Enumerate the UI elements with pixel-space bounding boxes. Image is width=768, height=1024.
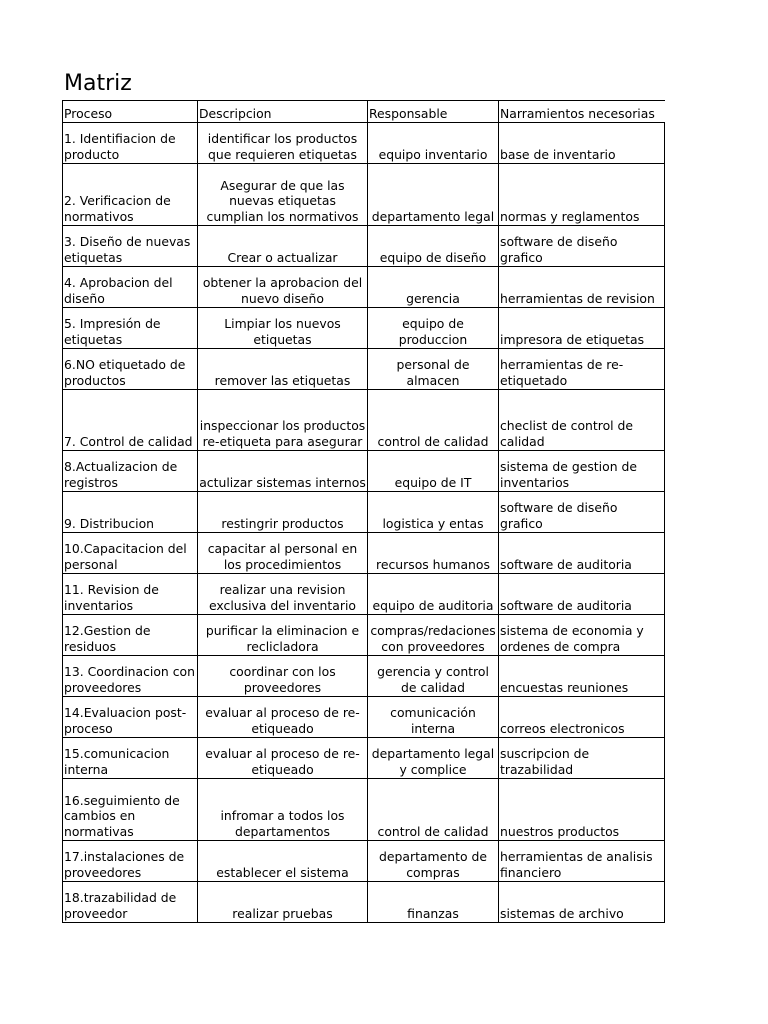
cell-herramientas: checlist de control de calidad xyxy=(499,390,665,451)
cell-responsable: control de calidad xyxy=(368,779,499,841)
cell-herramientas: sistema de gestion de inventarios xyxy=(499,451,665,492)
cell-responsable: compras/redaciones con proveedores xyxy=(368,615,499,656)
cell-responsable: logistica y entas xyxy=(368,492,499,533)
cell-responsable: equipo de IT xyxy=(368,451,499,492)
table-row xyxy=(63,349,665,390)
cell-responsable: gerencia xyxy=(368,267,499,308)
cell-proceso: 10.Capacitacion del personal xyxy=(63,533,198,574)
cell-responsable: gerencia y control de calidad xyxy=(368,656,499,697)
cell-descripcion: remover las etiquetas xyxy=(198,349,368,390)
cell-descripcion: actulizar sistemas internos xyxy=(198,451,368,492)
cell-descripcion: obtener la aprobacion del nuevo diseño xyxy=(198,267,368,308)
cell-proceso: 13. Coordinacion con proveedores xyxy=(63,656,198,697)
cell-proceso: 18.trazabilidad de proveedor xyxy=(63,882,198,923)
cell-herramientas: suscripcion de trazabilidad xyxy=(499,738,665,779)
cell-proceso: 16.seguimiento de cambios en normativas xyxy=(63,779,198,841)
table-row xyxy=(63,656,665,697)
cell-herramientas: software de diseño grafico xyxy=(499,226,665,267)
cell-responsable: departamento legal y complice xyxy=(368,738,499,779)
table-row xyxy=(63,738,665,779)
cell-responsable: comunicación interna xyxy=(368,697,499,738)
table-row xyxy=(63,779,665,841)
table-row xyxy=(63,267,665,308)
cell-herramientas: correos electronicos xyxy=(499,697,665,738)
table-row xyxy=(63,164,665,226)
cell-responsable: equipo de produccion xyxy=(368,308,499,349)
cell-responsable: control de calidad xyxy=(368,390,499,451)
cell-responsable: equipo de auditoria xyxy=(368,574,499,615)
cell-proceso: 2. Verificacion de normativos xyxy=(63,164,198,226)
table-row xyxy=(63,533,665,574)
cell-descripcion: capacitar al personal en los procedimientos xyxy=(198,533,368,574)
cell-proceso: 17.instalaciones de proveedores xyxy=(63,841,198,882)
header-descripcion: Descripcion xyxy=(198,101,368,123)
cell-proceso: 6.NO etiquetado de productos xyxy=(63,349,198,390)
cell-descripcion: realizar una revision exclusiva del inventario xyxy=(198,574,368,615)
cell-herramientas: impresora de etiquetas xyxy=(499,308,665,349)
table-row xyxy=(63,390,665,451)
cell-proceso: 4. Aprobacion del diseño xyxy=(63,267,198,308)
cell-herramientas: herramientas de analisis financiero xyxy=(499,841,665,882)
table-row xyxy=(63,882,665,923)
cell-proceso: 1. Identifiacion de producto xyxy=(63,123,198,164)
page-title: Matriz xyxy=(64,71,132,96)
cell-responsable: departamento de compras xyxy=(368,841,499,882)
header-herramientas: Narramientos necesorias xyxy=(499,101,665,123)
header-proceso: Proceso xyxy=(63,101,198,123)
cell-herramientas: sistema de economia y ordenes de compra xyxy=(499,615,665,656)
table-row xyxy=(63,492,665,533)
cell-descripcion: establecer el sistema xyxy=(198,841,368,882)
table-row xyxy=(63,574,665,615)
table-row xyxy=(63,841,665,882)
cell-descripcion: coordinar con los proveedores xyxy=(198,656,368,697)
cell-proceso: 12.Gestion de residuos xyxy=(63,615,198,656)
process-matrix-table xyxy=(62,100,665,923)
cell-descripcion: restingrir productos xyxy=(198,492,368,533)
cell-descripcion: realizar pruebas xyxy=(198,882,368,923)
cell-herramientas: herramientas de revision xyxy=(499,267,665,308)
header-row xyxy=(63,101,665,123)
cell-responsable: finanzas xyxy=(368,882,499,923)
cell-proceso: 11. Revision de inventarios xyxy=(63,574,198,615)
cell-proceso: 7. Control de calidad xyxy=(63,390,198,451)
table-row xyxy=(63,226,665,267)
cell-herramientas: herramientas de re-etiquetado xyxy=(499,349,665,390)
cell-proceso: 14.Evaluacion post-proceso xyxy=(63,697,198,738)
table-row xyxy=(63,697,665,738)
cell-proceso: 15.comunicacion interna xyxy=(63,738,198,779)
cell-proceso: 8.Actualizacion de registros xyxy=(63,451,198,492)
table-row xyxy=(63,615,665,656)
cell-descripcion: infromar a todos los departamentos xyxy=(198,779,368,841)
cell-herramientas: sistemas de archivo xyxy=(499,882,665,923)
cell-proceso: 9. Distribucion xyxy=(63,492,198,533)
cell-herramientas: normas y reglamentos xyxy=(499,164,665,226)
cell-herramientas: software de diseño grafico xyxy=(499,492,665,533)
cell-responsable: departamento legal xyxy=(368,164,499,226)
table-row xyxy=(63,123,665,164)
header-responsable: Responsable xyxy=(368,101,499,123)
cell-proceso: 3. Diseño de nuevas etiquetas xyxy=(63,226,198,267)
table-row xyxy=(63,308,665,349)
cell-responsable: equipo de diseño xyxy=(368,226,499,267)
cell-responsable: equipo inventario xyxy=(368,123,499,164)
cell-herramientas: nuestros productos xyxy=(499,779,665,841)
cell-herramientas: software de auditoria xyxy=(499,533,665,574)
cell-herramientas: software de auditoria xyxy=(499,574,665,615)
cell-descripcion: Limpiar los nuevos etiquetas xyxy=(198,308,368,349)
cell-descripcion: evaluar al proceso de re-etiqueado xyxy=(198,697,368,738)
cell-descripcion: evaluar al proceso de re-etiqueado xyxy=(198,738,368,779)
cell-descripcion: Asegurar de que las nuevas etiquetas cumplian los normativos xyxy=(198,164,368,226)
cell-herramientas: base de inventario xyxy=(499,123,665,164)
cell-descripcion: identificar los productos que requieren etiquetas xyxy=(198,123,368,164)
cell-responsable: recursos humanos xyxy=(368,533,499,574)
cell-herramientas: encuestas reuniones xyxy=(499,656,665,697)
table-row xyxy=(63,451,665,492)
cell-descripcion: Crear o actualizar xyxy=(198,226,368,267)
cell-descripcion: purificar la eliminacion e reclicladora xyxy=(198,615,368,656)
cell-responsable: personal de almacen xyxy=(368,349,499,390)
cell-descripcion: inspeccionar los productos re-etiqueta para asegurar xyxy=(198,390,368,451)
cell-proceso: 5. Impresión de etiquetas xyxy=(63,308,198,349)
